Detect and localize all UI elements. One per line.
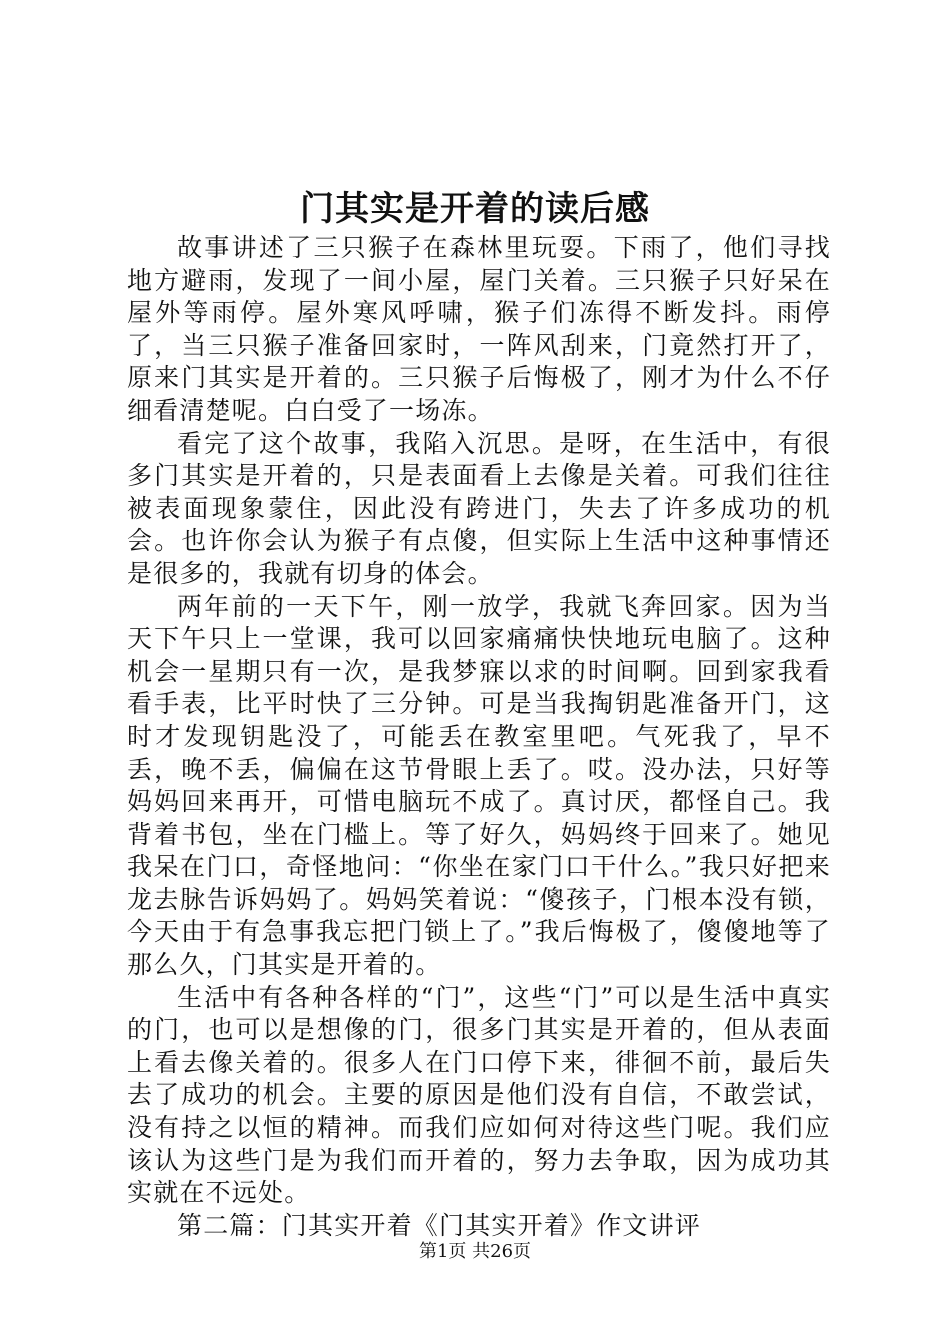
page-footer: 第1页 共26页 xyxy=(418,1241,532,1262)
document-body xyxy=(127,232,831,1242)
paragraph-3: 两年前的一天下午，刚一放学，我就飞奔回家。因为当天下午只上一堂课，我可以回家痛痛快快地玩电脑了。这种机会一星期只有一次，是我梦寐以求的时间啊。回到家我看看手表，比平时快了三分钟。可是当我掏钥匙准备开门，这时才发现钥匙没了，可能丢在教室里吧。气死我了，早不丢，晚不丢，偏偏在这节骨眼上丢了。哎。没办法，只好等妈妈回来再开，可惜电脑玩不成了。真讨厌，都怪自己。我背着书包，坐在门槛上。等了好久，妈妈终于回来了。她见我呆在门口，奇怪地问：“你坐在家门口干什么。”我只好把来龙去脉告诉妈妈了。妈妈笑着说：“傻孩子，门根本没有锁，今天由于有急事我忘把门锁上了。”我后悔极了，傻傻地等了那么久，门其实是开着的。 xyxy=(127,591,831,980)
paragraph-2: 看完了这个故事，我陷入沉思。是呀，在生活中，有很多门其实是开着的，只是表面看上去像是关着。可我们往往被表面现象蒙住，因此没有跨进门，失去了许多成功的机会。也许你会认为猴子有点傻，但实际上生活中这种事情还是很多的，我就有切身的体会。 xyxy=(127,428,831,588)
section-heading-2: 第二篇：门其实开着《门其实开着》作文讲评 xyxy=(177,1210,702,1240)
document-title: 门其实是开着的读后感 xyxy=(300,189,650,229)
paragraph-1: 故事讲述了三只猴子在森林里玩耍。下雨了，他们寻找地方避雨，发现了一间小屋，屋门关着。三只猴子只好呆在屋外等雨停。屋外寒风呼啸，猴子们冻得不断发抖。雨停了，当三只猴子准备回家时，一阵风刮来，门竟然打开了，原来门其实是开着的。三只猴子后悔极了，刚才为什么不仔细看清楚呢。白白受了一场冻。 xyxy=(127,233,831,425)
paragraph-4: 生活中有各种各样的“门”，这些“门”可以是生活中真实的门，也可以是想像的门，很多门其实是开着的，但从表面上看去像关着的。很多人在门口停下来，徘徊不前，最后失去了成功的机会。主要的原因是他们没有自信，不敢尝试，没有持之以恒的精神。而我们应如何对待这些门呢。我们应该认为这些门是为我们而开着的，努力去争取，因为成功其实就在不远处。 xyxy=(127,982,831,1208)
